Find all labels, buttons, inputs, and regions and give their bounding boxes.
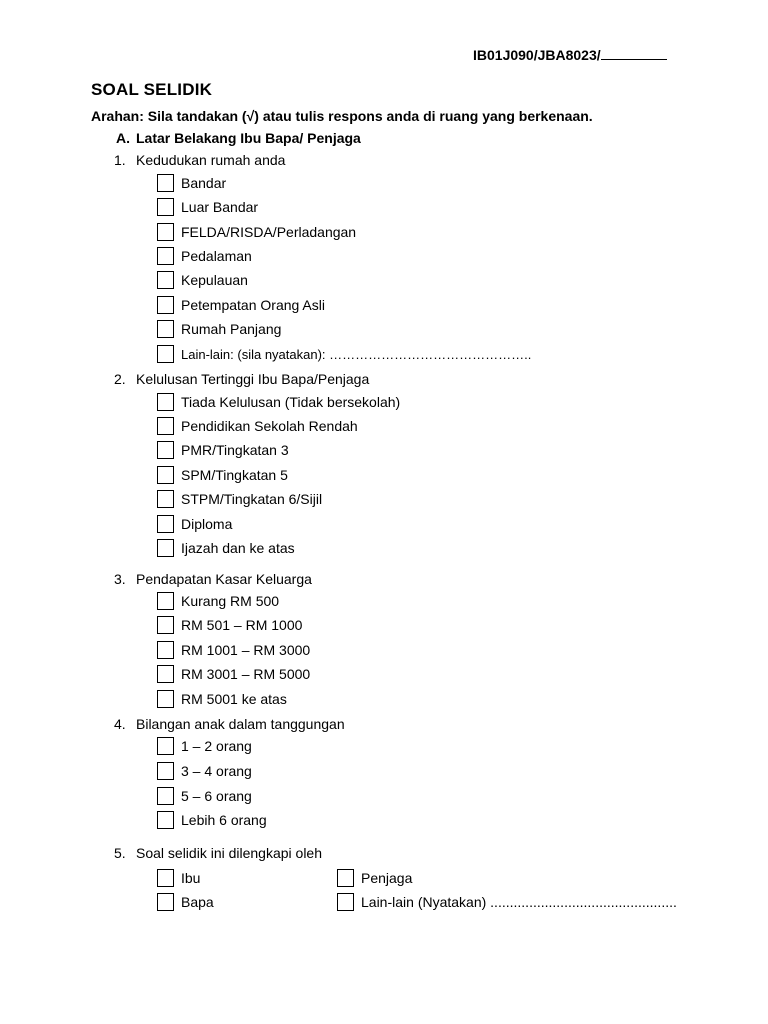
question-text: Kelulusan Tertinggi Ibu Bapa/Penjaga — [136, 371, 370, 387]
checkbox[interactable] — [157, 441, 174, 459]
option-5-6-orang[interactable] — [157, 786, 252, 806]
option-label: Kurang RM 500 — [181, 593, 280, 609]
checkbox[interactable] — [337, 893, 354, 911]
option-sekolah-rendah[interactable] — [157, 416, 358, 436]
question-number: 4. — [114, 716, 126, 732]
option-label: Rumah Panjang — [181, 321, 282, 337]
option-label: Tiada Kelulusan (Tidak bersekolah) — [181, 394, 401, 410]
option-label: RM 501 – RM 1000 — [181, 617, 303, 633]
question-number: 2. — [114, 371, 126, 387]
checkbox[interactable] — [157, 345, 174, 363]
option-label: Bapa — [181, 894, 214, 910]
question-number: 5. — [114, 845, 126, 861]
reference-code-blank[interactable] — [601, 47, 667, 60]
option-label: Pedalaman — [181, 248, 252, 264]
section-heading — [116, 130, 361, 146]
question-3 — [114, 571, 312, 587]
option-label: Petempatan Orang Asli — [181, 297, 325, 313]
option-orang-asli[interactable] — [157, 295, 325, 315]
checkbox[interactable] — [157, 665, 174, 683]
option-lain-lain-nyatakan[interactable] — [337, 892, 677, 912]
option-label: Kepulauan — [181, 272, 248, 288]
option-label: 1 – 2 orang — [181, 738, 252, 754]
option-label: Bandar — [181, 175, 227, 191]
checkbox[interactable] — [157, 616, 174, 634]
option-luar-bandar[interactable] — [157, 197, 258, 217]
option-label: Lebih 6 orang — [181, 812, 267, 828]
checkbox[interactable] — [157, 539, 174, 557]
option-label: Luar Bandar — [181, 199, 259, 215]
option-rm3001-rm5000[interactable] — [157, 664, 310, 684]
question-4 — [114, 716, 345, 732]
question-text: Soal selidik ini dilengkapi oleh — [136, 845, 323, 861]
question-5 — [114, 845, 322, 861]
instructions: Arahan: Sila tandakan (√) atau tulis respons anda di ruang yang berkenaan. — [91, 108, 593, 124]
section-title: Latar Belakang Ibu Bapa/ Penjaga — [136, 130, 361, 146]
checkbox[interactable] — [157, 737, 174, 755]
option-label: 3 – 4 orang — [181, 763, 252, 779]
option-label: Ibu — [181, 870, 201, 886]
option-label: 5 – 6 orang — [181, 788, 252, 804]
question-text: Kedudukan rumah anda — [136, 152, 286, 168]
option-tiada-kelulusan[interactable] — [157, 392, 400, 412]
checkbox[interactable] — [157, 320, 174, 338]
option-pedalaman[interactable] — [157, 246, 252, 266]
option-stpm[interactable] — [157, 489, 322, 509]
checkbox[interactable] — [157, 198, 174, 216]
option-kurang-rm500[interactable] — [157, 591, 279, 611]
option-bapa[interactable] — [157, 892, 214, 912]
checkbox[interactable] — [157, 174, 174, 192]
checkbox[interactable] — [157, 271, 174, 289]
question-text: Pendapatan Kasar Keluarga — [136, 571, 312, 587]
option-felda-risda[interactable] — [157, 222, 356, 242]
section-label: A. — [116, 130, 130, 146]
question-2 — [114, 371, 369, 387]
checkbox[interactable] — [157, 787, 174, 805]
option-label: Lain-lain: (sila nyatakan): ……………………………………….. — [181, 346, 532, 362]
option-rm501-rm1000[interactable] — [157, 615, 302, 635]
checkbox[interactable] — [157, 393, 174, 411]
option-ijazah[interactable] — [157, 538, 295, 558]
reference-code — [473, 47, 667, 63]
option-spm[interactable] — [157, 465, 288, 485]
option-label: FELDA/RISDA/Perladangan — [181, 224, 357, 240]
option-label: Ijazah dan ke atas — [181, 540, 295, 556]
option-kepulauan[interactable] — [157, 270, 248, 290]
option-rumah-panjang[interactable] — [157, 319, 281, 339]
option-pmr[interactable] — [157, 440, 289, 460]
checkbox[interactable] — [157, 247, 174, 265]
checkbox[interactable] — [157, 296, 174, 314]
question-number: 3. — [114, 571, 126, 587]
option-penjaga[interactable] — [337, 868, 412, 888]
question-text: Bilangan anak dalam tanggungan — [136, 716, 345, 732]
reference-code-text: IB01J090/JBA8023/ — [473, 47, 601, 63]
checkbox[interactable] — [337, 869, 354, 887]
checkbox[interactable] — [157, 690, 174, 708]
option-label: Lain-lain (Nyatakan) ................................................ — [361, 894, 677, 910]
option-label: Penjaga — [361, 870, 413, 886]
page-title: SOAL SELIDIK — [91, 80, 213, 99]
option-bandar[interactable] — [157, 173, 226, 193]
option-label: STPM/Tingkatan 6/Sijil — [181, 491, 323, 507]
option-label: RM 5001 ke atas — [181, 691, 287, 707]
checkbox[interactable] — [157, 869, 174, 887]
checkbox[interactable] — [157, 515, 174, 533]
checkbox[interactable] — [157, 762, 174, 780]
option-label: RM 3001 – RM 5000 — [181, 666, 311, 682]
option-ibu[interactable] — [157, 868, 200, 888]
option-label: RM 1001 – RM 3000 — [181, 642, 311, 658]
checkbox[interactable] — [157, 490, 174, 508]
checkbox[interactable] — [157, 641, 174, 659]
question-1 — [114, 152, 285, 168]
option-rm5001-ke-atas[interactable] — [157, 689, 287, 709]
option-3-4-orang[interactable] — [157, 761, 252, 781]
option-label: Pendidikan Sekolah Rendah — [181, 418, 358, 434]
option-label: PMR/Tingkatan 3 — [181, 442, 289, 458]
option-label: Diploma — [181, 516, 233, 532]
option-1-2-orang[interactable] — [157, 736, 252, 756]
checkbox[interactable] — [157, 466, 174, 484]
option-lain-lain[interactable] — [157, 344, 531, 364]
question-number: 1. — [114, 152, 126, 168]
checkbox[interactable] — [157, 893, 174, 911]
checkbox[interactable] — [157, 592, 174, 610]
checkbox[interactable] — [157, 417, 174, 435]
checkbox[interactable] — [157, 811, 174, 829]
option-label: SPM/Tingkatan 5 — [181, 467, 288, 483]
checkbox[interactable] — [157, 223, 174, 241]
option-diploma[interactable] — [157, 514, 232, 534]
option-lebih-6-orang[interactable] — [157, 810, 267, 830]
option-rm1001-rm3000[interactable] — [157, 640, 310, 660]
